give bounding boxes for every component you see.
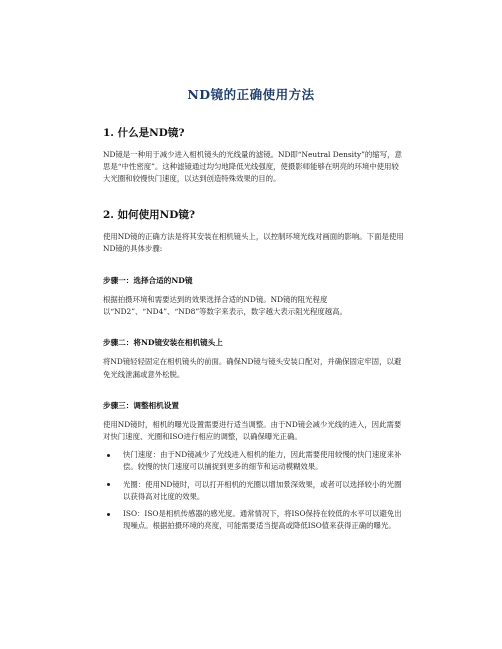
step-paragraph: 将ND镜轻轻固定在相机镜头的前面。确保ND镜与镜头安装口配对，并确保固定牢固，以避免光线泄漏或意外松脱。 xyxy=(103,357,402,379)
step-paragraph: 根据拍摄环境和需要达到的效果选择合适的ND镜。ND镜的阻光程度以“ND2”、“ND4”、“ND8”等数字来表示，数字越大表示阻光程度越高。 xyxy=(103,295,347,317)
list-item-text: 光圈：使用ND镜时，可以打开相机的光圈以增加景深效果，或者可以选择较小的光圈以获得高对比度的效果。 xyxy=(123,479,402,501)
step-heading: 步骤三：调整相机设置 xyxy=(103,400,179,410)
section-paragraph: ND镜是一种用于减少进入相机镜头的光线量的滤镜。ND即“Neutral Density”的缩写，意思是“中性密度”。这种滤镜通过均匀地降低光线强度，使摄影师能够在明亮的环境中使用较大光圈和较慢快门速度，以达到创造特殊效果的目的。 xyxy=(103,150,402,184)
document-content xyxy=(103,125,404,551)
step-choose-filter xyxy=(103,275,404,318)
list-item-text: 快门速度：由于ND镜减少了光线进入相机的能力，因此需要使用较慢的快门速度来补偿。较慢的快门速度可以捕捉到更多的细节和运动模糊效果。 xyxy=(123,450,402,472)
bullet-icon xyxy=(107,483,110,486)
section-heading: 2. 如何使用ND镜? xyxy=(103,208,195,221)
step-heading: 步骤二：将ND镜安装在相机镜头上 xyxy=(103,338,223,348)
list-item xyxy=(103,449,404,473)
list-item xyxy=(103,508,404,532)
step-paragraph: 使用ND镜时，相机的曝光设置需要进行适当调整。由于ND镜会减少光线的进入，因此需要对快门速度、光圈和ISO进行相应的调整，以确保曝光正确。 xyxy=(103,419,402,442)
list-item-text: ISO：ISO是相机传感器的感光度。通常情况下，将ISO保持在较低的水平可以避免出现噪点。根据拍摄环境的亮度，可能需要适当提高或降低ISO值来获得正确的曝光。 xyxy=(123,509,402,531)
bullet-icon xyxy=(107,513,110,516)
document-title: ND镜的正确使用方法 xyxy=(187,87,315,102)
bullet-icon xyxy=(107,454,110,457)
list-item xyxy=(103,479,404,503)
step-heading: 步骤一：选择合适的ND镜 xyxy=(103,276,193,286)
step-adjust-settings xyxy=(103,400,404,533)
section-paragraph: 使用ND镜的正确方法是将其安装在相机镜头上，以控制环境光线对画面的影响。下面是使用ND镜的具体步骤: xyxy=(103,231,404,253)
section-how-to-use xyxy=(103,207,404,255)
settings-bullet-list xyxy=(103,449,404,532)
section-heading: 1. 什么是ND镜? xyxy=(103,127,185,139)
step-mount-filter xyxy=(103,337,404,380)
section-what-is-nd xyxy=(103,125,404,186)
